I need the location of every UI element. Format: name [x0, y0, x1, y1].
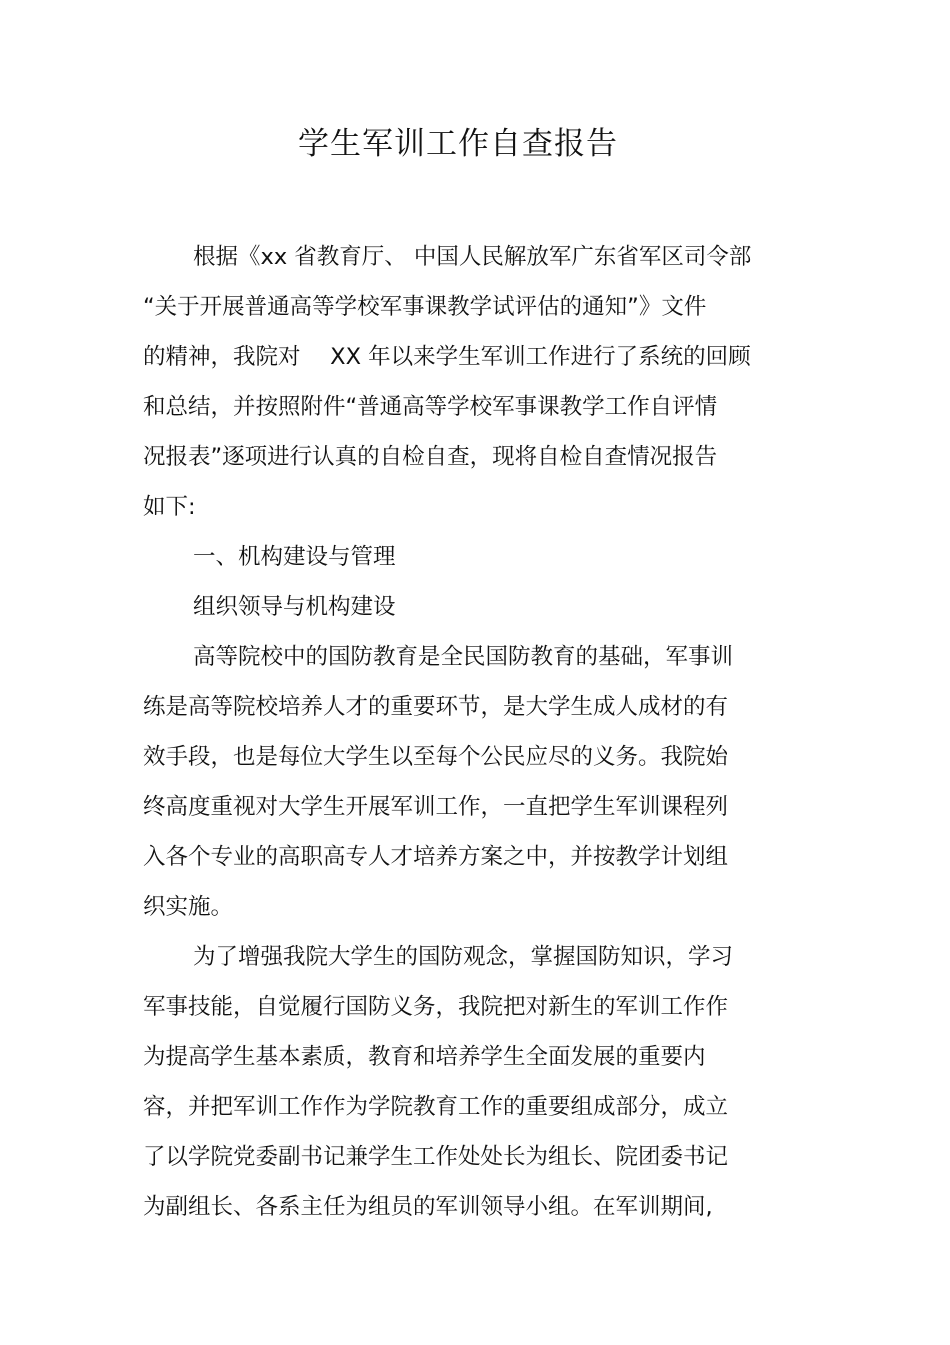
document-title: 学生军训工作自查报告 [298, 126, 618, 162]
section-heading: 一、机构建设与管理 [193, 544, 396, 570]
paragraph-line: 容，并把军训工作作为学院教育工作的重要组成部分，成立 [143, 1094, 729, 1120]
paragraph-line: 如下: [143, 494, 196, 520]
paragraph-line: 为提高学生基本素质，教育和培养学生全面发展的重要内 [143, 1044, 706, 1070]
paragraph-line: 织实施。 [143, 894, 234, 920]
paragraph-line: 终高度重视对大学生开展军训工作，一直把学生军训课程列 [143, 794, 729, 820]
paragraph-line: 和总结，并按照附件“普通高等学校军事课教学工作自评情 [143, 394, 718, 420]
paragraph-line: “关于开展普通高等学校军事课教学试评估的通知”》文件 [143, 294, 707, 320]
paragraph-line: 效手段，也是每位大学生以至每个公民应尽的义务。我院始 [143, 744, 729, 770]
paragraph-line: 为了增强我院大学生的国防观念，掌握国防知识，学习 [193, 944, 734, 970]
paragraph-line: 根据《xx 省教育厅、 中国人民解放军广东省军区司令部 [193, 244, 752, 270]
paragraph-line: 的精神，我院对 XX 年以来学生军训工作进行了系统的回顾 [143, 344, 751, 370]
subsection-heading: 组织领导与机构建设 [193, 594, 396, 620]
paragraph-line: 为副组长、各系主任为组员的军训领导小组。在军训期间, [143, 1194, 713, 1220]
paragraph-line: 了以学院党委副书记兼学生工作处处长为组长、院团委书记 [143, 1144, 729, 1170]
paragraph-line: 军事技能，自觉履行国防义务，我院把对新生的军训工作作 [143, 994, 729, 1020]
paragraph-line: 入各个专业的高职高专人才培养方案之中，并按教学计划组 [143, 844, 729, 870]
paragraph-line: 况报表”逐项进行认真的自检自查，现将自检自查情况报告 [143, 444, 718, 470]
paragraph-line: 练是高等院校培养人才的重要环节，是大学生成人成材的有 [143, 694, 729, 720]
paragraph-line: 高等院校中的国防教育是全民国防教育的基础，军事训 [193, 644, 734, 670]
